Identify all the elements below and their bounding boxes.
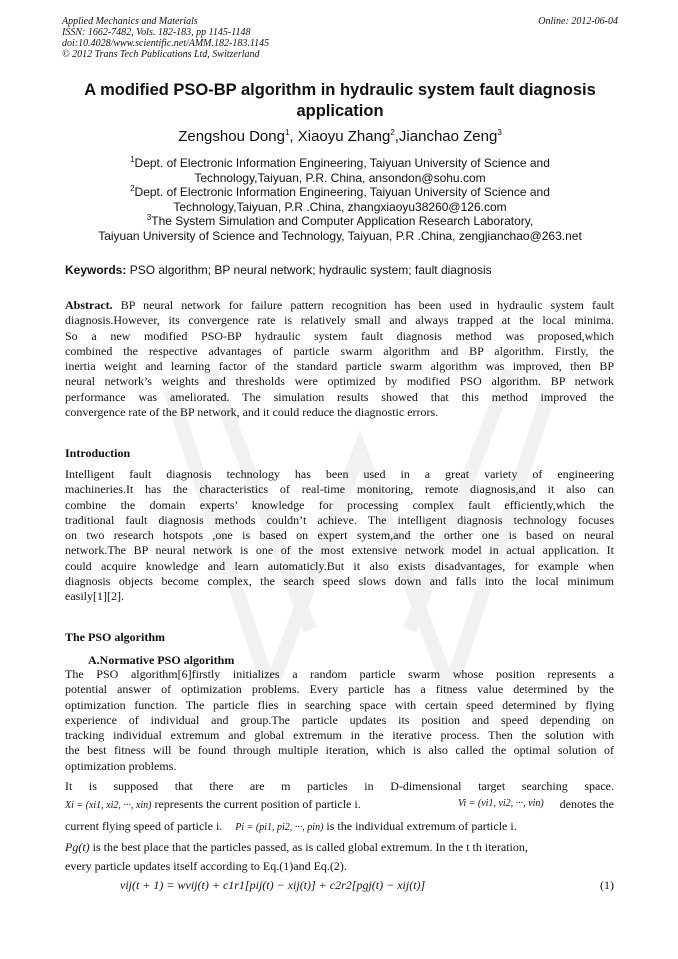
pso2-line5: every particle updates itself according to Eq.(1)and Eq.(2). xyxy=(65,859,347,873)
journal-header xyxy=(62,16,618,60)
pg-formula: Pg(t) xyxy=(65,840,90,854)
intro-line: diagnosis objects become complex, the search speed slows down and falls into the local minimum xyxy=(65,574,614,589)
keywords xyxy=(65,263,618,278)
pso2-line4-text: is the best place that the particles passed, as is called global extremum. In the t th iteration, xyxy=(89,840,528,854)
abstract-line: performance was ameliorated. The simulation results showed that this method improved the xyxy=(65,389,614,404)
pso-subheading: A.Normative PSO algorithm xyxy=(88,653,235,667)
introduction-heading: Introduction xyxy=(65,446,131,460)
vi-text: denotes the xyxy=(559,797,614,811)
affiliation-3-text: The System Simulation and Computer Application Research Laboratory, xyxy=(151,214,534,229)
intro-line: machineries.It has the characteristics of real-time monitoring, remote diagnosis,and it also can xyxy=(65,482,614,497)
abstract-line: diagnosis.However, its convergence rate is relatively small and always trapped at the local minima. xyxy=(65,313,614,328)
pso2-line: It is supposed that there are m particles in D-dimensional target searching space. xyxy=(65,779,614,793)
affiliation-2-sup: 2 xyxy=(130,184,135,194)
author-1-sup: 1 xyxy=(284,128,290,137)
abstract-line: inertia weight and learning factor of the standard particle swarm algorithm was improved, then BP xyxy=(65,359,614,374)
pso2-line3 xyxy=(65,818,614,836)
intro-line: Intelligent fault diagnosis technology has been used in a great variety of engineering xyxy=(65,467,614,481)
pso-line: the best fitness will be found through multiple iteration, which is also called the optimal solution of xyxy=(65,743,614,758)
issn-line: ISSN: 1662-7482, Vols. 182-183, pp 1145-1148 xyxy=(62,27,251,38)
paper-title xyxy=(62,80,618,122)
pso-line: experience of individual and group.The particle updates its position and speed depending on xyxy=(65,712,614,727)
abstract-line: neural network’s weights and thresholds were optimized by modified PSO algorithm. BP network xyxy=(65,374,614,389)
affiliation-2-text: Dept. of Electronic Information Engineering, Taiyuan University of Science and xyxy=(134,185,550,200)
keywords-label: Keywords: xyxy=(65,263,127,277)
affiliation-1 xyxy=(62,156,618,171)
abstract-label: Abstract. xyxy=(65,298,113,312)
pi-formula: Pi = (pi1, pi2, ···, pin) xyxy=(235,822,324,833)
pso-body xyxy=(65,667,614,774)
abstract-line-text: BP neural network for failure pattern recognition has been used in hydraulic system fault xyxy=(112,298,614,312)
abstract-line: combined the respective advantages of particle swarm algorithm and BP algorithm. Firstly, the xyxy=(65,343,614,358)
intro-line: network.The BP neural network is one of the most extensive network model in actual application. It xyxy=(65,543,614,558)
vi-formula: Vi = (vi1, vi2, ···, vin) xyxy=(458,798,544,809)
pso2-formula-line xyxy=(65,796,614,814)
pso-paragraph-2 xyxy=(65,779,614,794)
author-3: ,Jianchao Zeng xyxy=(394,128,498,145)
xi-text: represents the current position of particle i. xyxy=(151,797,361,811)
affiliation-1-text: Dept. of Electronic Information Engineering, Taiyuan University of Science and xyxy=(134,156,550,170)
author-2-sup: 2 xyxy=(390,128,395,137)
abstract xyxy=(65,298,614,420)
doi-line: doi:10.4028/www.scientific.net/AMM.182-183.1145 xyxy=(62,38,270,49)
xi-tuple: i = (xi1, xi2, ···, xin) xyxy=(71,800,152,811)
pso2-line3-text: current flying speed of particle i. xyxy=(65,819,223,833)
intro-line: combine the domain experts’ knowledge for processing complex fault efficiently,which the xyxy=(65,497,614,512)
abstract-line: convergence rate of the BP network, and it could reduce the diagnostic errors. xyxy=(65,405,439,420)
title-line-2: application xyxy=(296,102,384,120)
intro-line: on two research hotspots ,one is based on expert system,and the orther one is based on neural xyxy=(65,528,614,543)
pso-line: tracking individual extremum and global extremum in the iterative process. Then the solution with xyxy=(65,728,614,743)
pso-heading: The PSO algorithm xyxy=(65,630,166,644)
journal-name: Applied Mechanics and Materials xyxy=(62,16,198,27)
affiliation-2 xyxy=(62,185,618,200)
intro-line: easily[1][2]. xyxy=(65,589,124,604)
affiliation-1-sup: 1 xyxy=(130,155,135,164)
keywords-text: PSO algorithm; BP neural network; hydraulic system; fault diagnosis xyxy=(126,263,492,277)
copyright-line: © 2012 Trans Tech Publications Ltd, Switzerland xyxy=(62,49,260,60)
abstract-line xyxy=(65,298,614,313)
pso-line: optimization function. The particle flies in searching space with certain speed determined by flying xyxy=(65,697,614,712)
intro-line: could acquire knowledge and learn automaticly.But it also exists disadvantages, for example when xyxy=(65,558,614,573)
abstract-line: So a new modified PSO-BP hydraulic system fault diagnosis method was proposed,which xyxy=(65,328,614,343)
online-date: Online: 2012-06-04 xyxy=(538,16,618,27)
equation-1-number: (1) xyxy=(600,878,614,892)
affiliation-1-cont: Technology,Taiyuan, P.R. China, ansondon@sohu.com xyxy=(194,170,486,185)
author-1: Zengshou Dong xyxy=(178,128,285,145)
intro-line: traditional fault diagnosis methods couldn’t achieve. The intelligent diagnosis technology focuses xyxy=(65,512,614,527)
title-line-1: A modified PSO-BP algorithm in hydraulic system fault diagnosis xyxy=(84,81,596,99)
pso2-line3-text-b: is the individual extremum of particle i. xyxy=(326,819,517,833)
author-3-sup: 3 xyxy=(497,128,502,137)
pso2-line4 xyxy=(65,839,614,855)
introduction-body xyxy=(65,467,614,605)
affiliation-3-cont: Taiyuan University of Science and Technology, Taiyuan, P.R .China, zengjianchao@263.net xyxy=(98,228,582,243)
xi-symbol: X xyxy=(65,800,72,811)
pso-line: optimization problems. xyxy=(65,758,177,773)
author-list xyxy=(62,128,618,146)
pso-line: The PSO algorithm[6]firstly initializes a random particle swarm whose position represents a xyxy=(65,667,614,681)
xi-formula xyxy=(65,800,151,811)
pso-line: potential answer of optimization problems. Every particle has a fitness value determined by the xyxy=(65,682,614,697)
affiliation-3 xyxy=(62,214,618,229)
affiliation-2-cont: Technology,Taiyuan, P.R .China, zhangxiaoyu38260@126.com xyxy=(173,199,507,214)
affiliations xyxy=(62,156,618,244)
author-2: , Xiaoyu Zhang xyxy=(289,128,391,145)
affiliation-3-sup: 3 xyxy=(146,213,152,223)
equation-1-body: vij(t + 1) = wvij(t) + c1r1[pij(t) − xij(t)] + c2r2[pgj(t) − xij(t)] xyxy=(120,878,426,892)
equation-1 xyxy=(120,877,614,893)
